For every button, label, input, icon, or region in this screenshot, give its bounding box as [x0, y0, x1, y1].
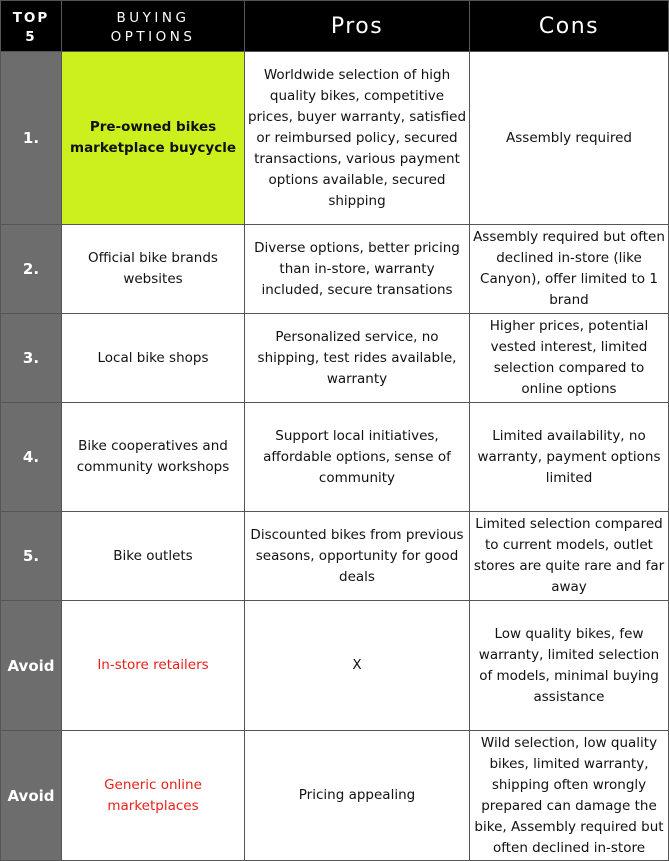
cons-cell: Assembly required but often declined in-store (like Canyon), offer limited to 1 brand — [470, 225, 669, 314]
rank-header — [1, 1, 62, 52]
table-row — [1, 314, 669, 403]
option-cell: Official bike brands websites — [62, 225, 245, 314]
option-cell: Local bike shops — [62, 314, 245, 403]
table-row — [1, 601, 669, 731]
options-header-line1: BUYING — [116, 9, 190, 26]
options-header — [62, 1, 245, 52]
option-cell: Bike cooperatives and community workshops — [62, 403, 245, 512]
option-cell: Bike outlets — [62, 512, 245, 601]
table-row — [1, 403, 669, 512]
rank-header-line1: TOP — [12, 9, 50, 26]
rank-cell: 3. — [1, 314, 62, 403]
table-row — [1, 52, 669, 225]
header-row — [1, 1, 669, 52]
options-header-line2: OPTIONS — [110, 28, 196, 45]
pros-cell: Worldwide selection of high quality bikes, competitive prices, buyer warranty, satisfied or reimbursed policy, secured transactions, various payment options available, secured shipping — [245, 52, 470, 225]
table-row — [1, 225, 669, 314]
cons-cell: Low quality bikes, few warranty, limited selection of models, minimal buying assistance — [470, 601, 669, 731]
cons-cell: Assembly required — [470, 52, 669, 225]
pros-cell: X — [245, 601, 470, 731]
rank-cell: Avoid — [1, 731, 62, 861]
cons-cell: Limited selection compared to current models, outlet stores are quite rare and far away — [470, 512, 669, 601]
rank-cell: 1. — [1, 52, 62, 225]
cons-header: Cons — [470, 1, 669, 52]
rank-cell: 5. — [1, 512, 62, 601]
option-cell-highlighted: Pre-owned bikes marketplace buycycle — [62, 52, 245, 225]
pros-cell: Pricing appealing — [245, 731, 470, 861]
cons-cell: Higher prices, potential vested interest, limited selection compared to online options — [470, 314, 669, 403]
pros-cell: Personalized service, no shipping, test rides available, warranty — [245, 314, 470, 403]
pros-cell: Support local initiatives, affordable options, sense of community — [245, 403, 470, 512]
cons-cell: Wild selection, low quality bikes, limited warranty, shipping often wrongly prepared can damage the bike, Assembly required but often declined in-store — [470, 731, 669, 861]
rank-cell: 2. — [1, 225, 62, 314]
cons-cell: Limited availability, no warranty, payment options limited — [470, 403, 669, 512]
rank-cell: 4. — [1, 403, 62, 512]
table-row — [1, 512, 669, 601]
option-cell-avoid: In-store retailers — [62, 601, 245, 731]
option-cell-avoid: Generic online marketplaces — [62, 731, 245, 861]
rank-cell: Avoid — [1, 601, 62, 731]
pros-cell: Diverse options, better pricing than in-store, warranty included, secure transations — [245, 225, 470, 314]
pros-cell: Discounted bikes from previous seasons, opportunity for good deals — [245, 512, 470, 601]
pros-header: Pros — [245, 1, 470, 52]
table-row — [1, 731, 669, 861]
rank-header-line2: 5 — [25, 28, 37, 45]
